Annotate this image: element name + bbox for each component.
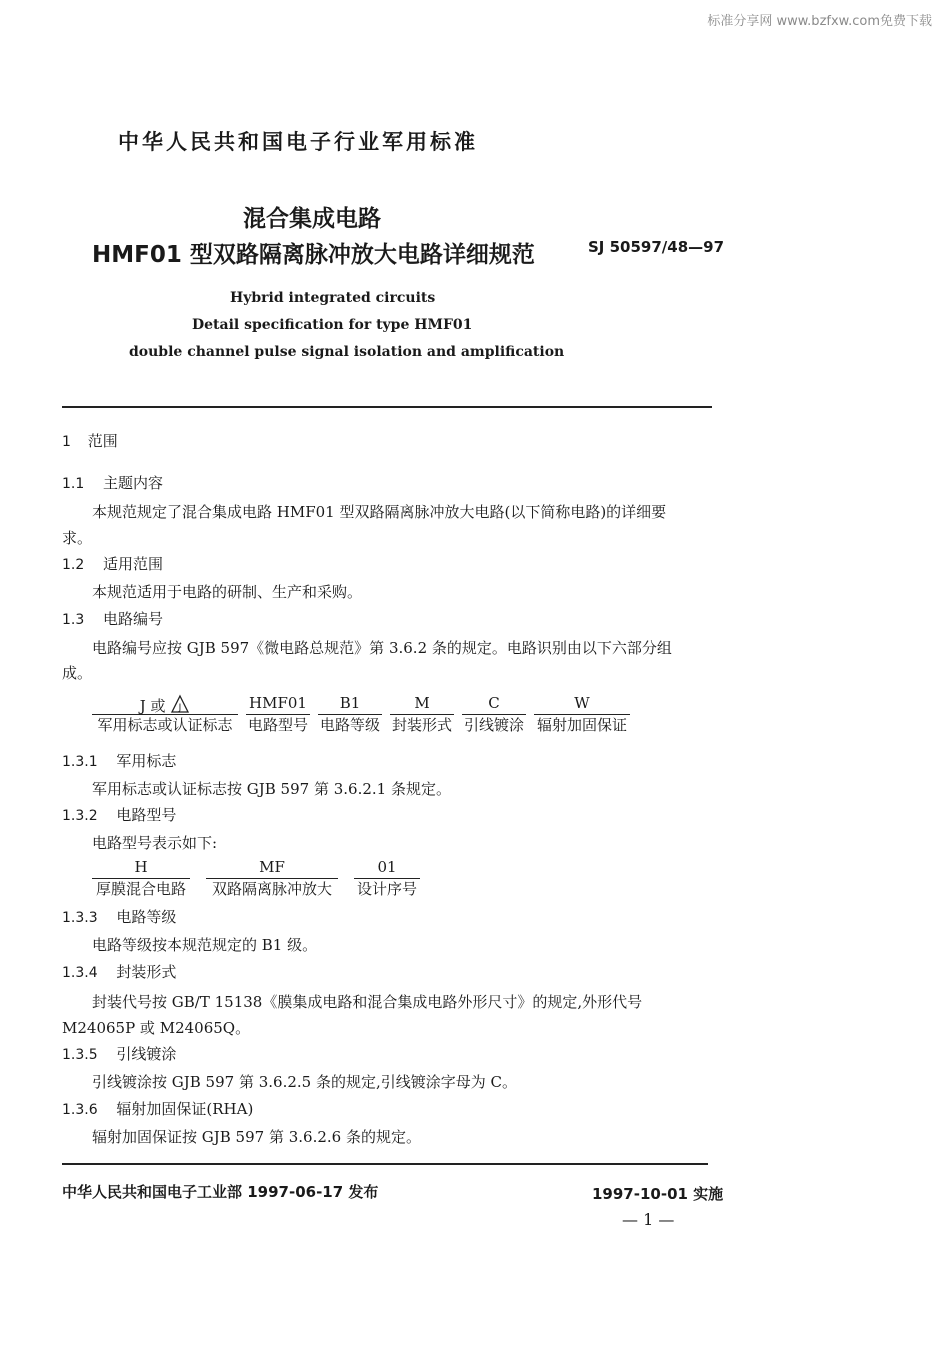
section-1-3-5-heading: [62, 1043, 176, 1064]
id-part-label: 电路型号: [247, 716, 308, 734]
section-number: 1: [62, 434, 71, 450]
paragraph: 本规范规定了混合集成电路 HMF01 型双路隔离脉冲放大电路(以下简称电路)的详细要: [92, 503, 667, 521]
id-part-code: M: [390, 694, 454, 715]
id-part-lead-finish: [462, 694, 526, 736]
section-1-3-1-heading: [62, 750, 176, 771]
section-title: 电路编号: [103, 610, 164, 628]
type-part-code: H: [92, 858, 190, 879]
section-1-3-heading: [62, 608, 163, 629]
id-part-code: J 或 J: [92, 694, 238, 715]
effective-date: 1997-10-01 实施: [592, 1185, 724, 1203]
section-title: 引线镀涂: [116, 1045, 177, 1063]
id-part-label: 军用标志或认证标志: [97, 716, 233, 734]
section-title: 军用标志: [116, 752, 177, 770]
type-part-code: 01: [354, 858, 420, 879]
section-title: 封装形式: [116, 963, 177, 981]
header-rule: [62, 406, 712, 408]
paragraph: 军用标志或认证标志按 GJB 597 第 3.6.2.1 条规定。: [92, 780, 451, 798]
section-title: 适用范围: [103, 555, 164, 573]
id-part-code: W: [534, 694, 630, 715]
section-1-3-6-heading: [62, 1098, 253, 1119]
paragraph: 电路型号表示如下:: [92, 834, 218, 852]
id-part-code: HMF01: [246, 694, 310, 715]
paragraph: 辐射加固保证按 GJB 597 第 3.6.2.6 条的规定。: [92, 1128, 421, 1146]
paragraph: M24065P 或 M24065Q。: [62, 1019, 251, 1037]
id-part-code: C: [462, 694, 526, 715]
id-part-grade: [318, 694, 382, 736]
id-part-code: B1: [318, 694, 382, 715]
id-part-package: [390, 694, 454, 736]
paragraph: 电路编号应按 GJB 597《微电路总规范》第 3.6.2 条的规定。电路识别由以下六部分组: [92, 639, 672, 657]
paragraph: 本规范适用于电路的研制、生产和采购。: [92, 583, 363, 601]
standard-name: 中华人民共和国电子行业军用标准: [118, 130, 478, 154]
issued-date: 中华人民共和国电子工业部 1997-06-17 发布: [62, 1183, 379, 1201]
section-1-3-4-heading: [62, 961, 176, 982]
section-1-3-3-heading: [62, 906, 176, 927]
section-title: 主题内容: [103, 474, 164, 492]
section-number: 1.2: [62, 557, 85, 573]
type-part-category: [92, 858, 190, 900]
section-number: 1.3.6: [62, 1102, 98, 1118]
title-line-2: HMF01 型双路隔离脉冲放大电路详细规范: [92, 242, 535, 268]
certification-mark-icon: [170, 694, 190, 714]
paragraph: 封装代号按 GB/T 15138《膜集成电路和混合集成电路外形尺寸》的规定,外形代号: [92, 993, 643, 1011]
english-title-1: Hybrid integrated circuits: [230, 290, 436, 306]
type-part-function: [206, 858, 338, 900]
svg-text:J: J: [178, 703, 182, 713]
type-part-label: 厚膜混合电路: [95, 880, 186, 898]
id-part-mark: [92, 694, 238, 736]
section-number: 1.3: [62, 612, 85, 628]
type-part-serial: [354, 858, 420, 900]
section-number: 1.3.5: [62, 1047, 98, 1063]
page-number: — 1 —: [622, 1210, 675, 1229]
id-part-label: 辐射加固保证: [536, 716, 627, 734]
section-1-1-heading: [62, 472, 163, 493]
id-part-label: 封装形式: [391, 716, 452, 734]
title-line-1: 混合集成电路: [243, 206, 381, 232]
section-1-2-heading: [62, 553, 163, 574]
paragraph: 成。: [62, 664, 93, 682]
paragraph: 求。: [62, 529, 93, 547]
standard-code: SJ 50597/48—97: [588, 238, 725, 256]
section-number: 1.3.3: [62, 910, 98, 926]
section-1-3-2-heading: [62, 804, 176, 825]
id-part-label: 电路等级: [319, 716, 380, 734]
footer-rule: [62, 1163, 708, 1165]
section-title: 范围: [87, 432, 118, 450]
section-number: 1.3.1: [62, 754, 98, 770]
section-title: 电路型号: [116, 806, 177, 824]
paragraph: 引线镀涂按 GJB 597 第 3.6.2.5 条的规定,引线镀涂字母为 C。: [92, 1073, 517, 1091]
type-part-label: 设计序号: [356, 880, 417, 898]
id-part-rha: [534, 694, 630, 736]
section-title: 电路等级: [116, 908, 177, 926]
section-number: 1.3.4: [62, 965, 98, 981]
paragraph: 电路等级按本规范规定的 B1 级。: [92, 936, 318, 954]
section-title: 辐射加固保证(RHA): [116, 1100, 254, 1118]
section-number: 1.1: [62, 476, 85, 492]
english-title-3: double channel pulse signal isolation and amplification: [129, 344, 565, 360]
english-title-2: Detail specification for type HMF01: [192, 317, 473, 333]
type-part-code: MF: [206, 858, 338, 879]
id-part-label: 引线镀涂: [463, 716, 524, 734]
section-1-heading: [62, 430, 118, 451]
type-part-label: 双路隔离脉冲放大: [211, 880, 332, 898]
id-part-type: [246, 694, 310, 736]
section-number: 1.3.2: [62, 808, 98, 824]
watermark: 标准分享网 www.bzfxw.com免费下载: [707, 14, 932, 29]
